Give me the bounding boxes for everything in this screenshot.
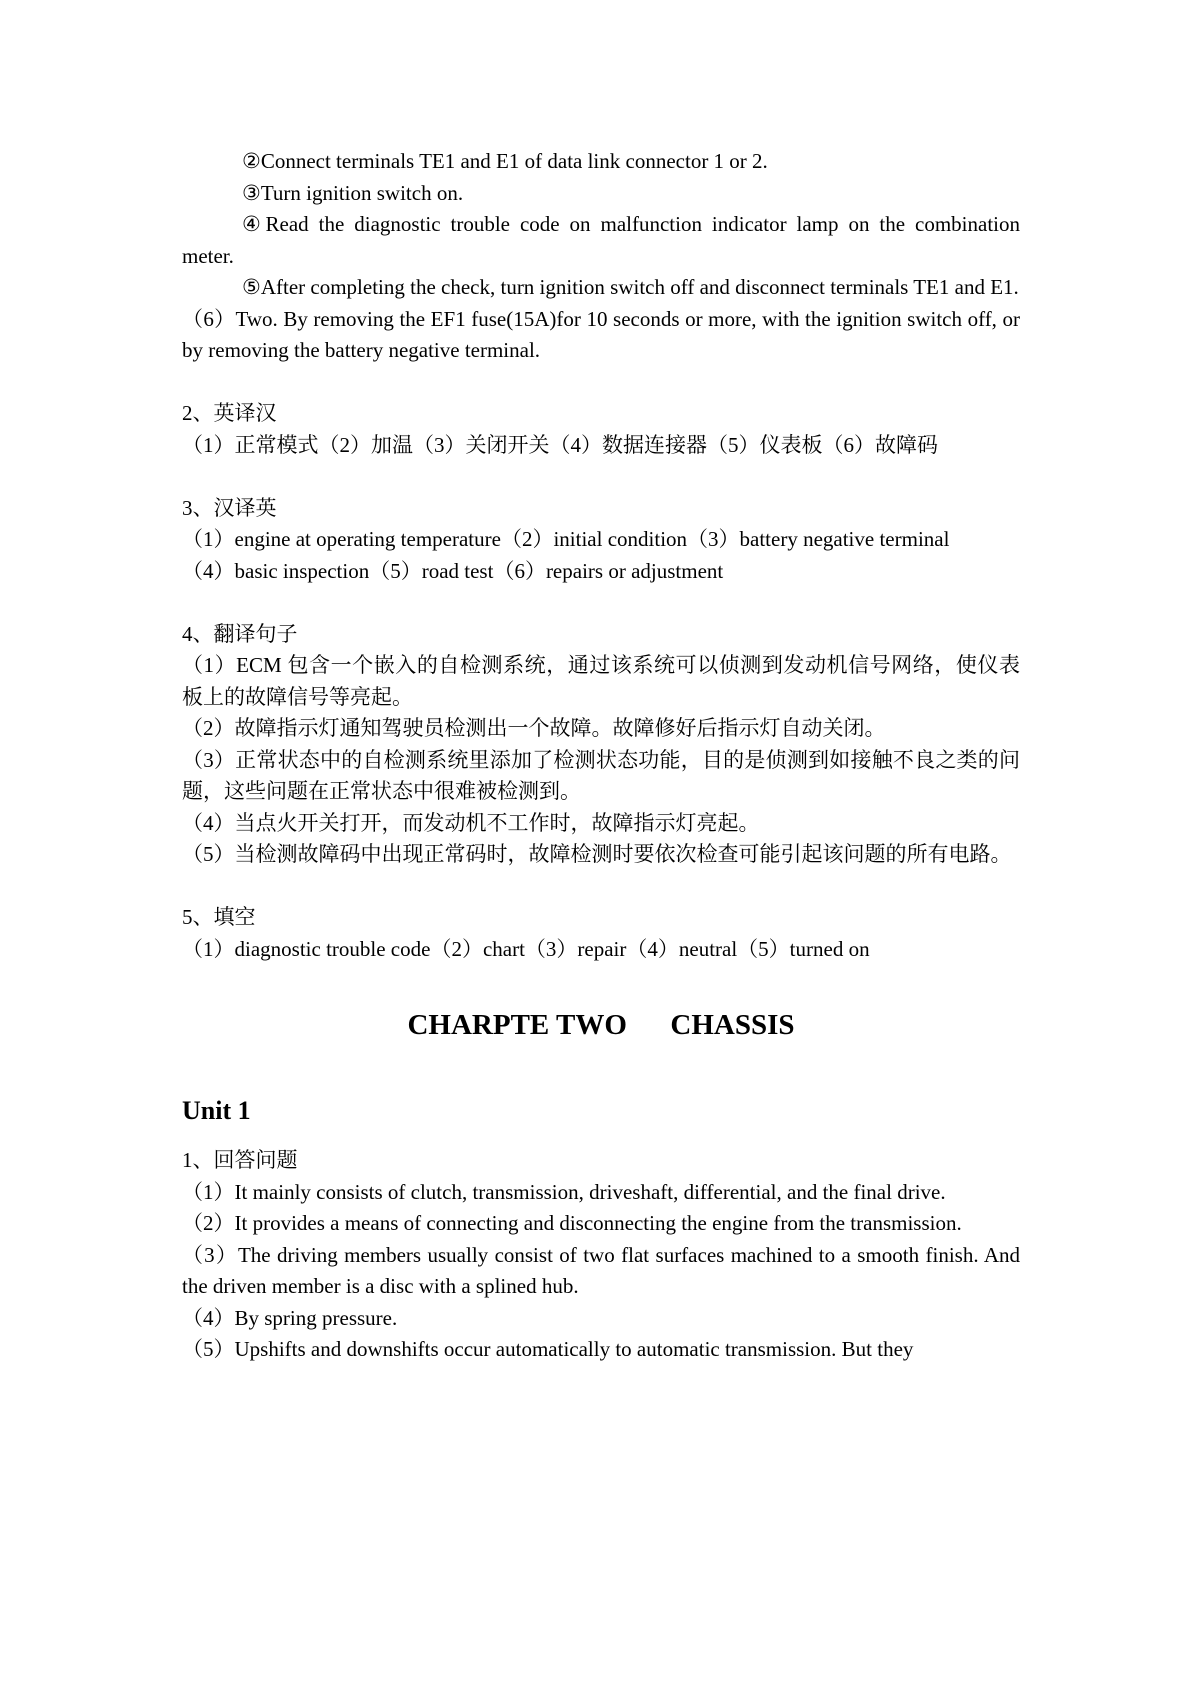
section-3-line-1: （1）engine at operating temperature（2）initial condition（3）battery negative terminal bbox=[182, 527, 950, 551]
section-2-heading: 2、英译汉 bbox=[182, 401, 277, 425]
section-4-item-4: （4）当点火开关打开，而发动机不工作时，故障指示灯亮起。 bbox=[182, 810, 760, 835]
document-page bbox=[182, 146, 1020, 1366]
step-2-text: ②Connect terminals TE1 and E1 of data link connector 1 or 2. bbox=[242, 149, 768, 173]
section-2-body: （1）正常模式（2）加温（3）关闭开关（4）数据连接器（5）仪表板（6）故障码 bbox=[182, 432, 938, 457]
spacer bbox=[182, 871, 1020, 903]
section-3-line-2: （4）basic inspection（5）road test（6）repairs or adjustment bbox=[182, 558, 724, 583]
step-5-text: ⑤After completing the check, turn ignition switch off and disconnect terminals TE1 and E1. bbox=[242, 275, 1019, 299]
section-3-heading: 3、汉译英 bbox=[182, 495, 277, 520]
item-6-text: （6）Two. By removing the EF1 fuse(15A)for 10 seconds or more, with the ignition switch off, or by removing the battery negative terminal. bbox=[182, 306, 1020, 362]
section-5-body: （1）diagnostic trouble code（2）chart（3）repair（4）neutral（5）turned on bbox=[182, 936, 870, 961]
section-4-item-5: （5）当检测故障码中出现正常码时，故障检测时要依次检查可能引起该问题的所有电路。 bbox=[182, 842, 1012, 866]
step-3-text: ③Turn ignition switch on. bbox=[242, 180, 464, 205]
chapter-title: CHARPTE TWO CHASSIS bbox=[407, 1009, 795, 1041]
section-4-item-1: （1）ECM 包含一个嵌入的自检测系统，通过该系统可以侦测到发动机信号网络，使仪表板上的故障信号等亮起。 bbox=[182, 653, 1020, 709]
answer-4: （4）By spring pressure. bbox=[182, 1305, 398, 1330]
section-4-item-2: （2）故障指示灯通知驾驶员检测出一个故障。故障修好后指示灯自动关闭。 bbox=[182, 716, 886, 740]
step-4-text: ④Read the diagnostic trouble code on malfunction indicator lamp on the combination meter. bbox=[182, 212, 1020, 268]
answer-3: （3）The driving members usually consist of two flat surfaces machined to a smooth finish. And the driven member is a disc with a splined hub. bbox=[182, 1242, 1020, 1298]
answer-5: （5）Upshifts and downshifts occur automatically to automatic transmission. But they bbox=[182, 1337, 914, 1361]
spacer bbox=[182, 461, 1020, 493]
section-5-heading: 5、填空 bbox=[182, 905, 256, 929]
answer-2: （2）It provides a means of connecting and disconnecting the engine from the transmission. bbox=[182, 1211, 962, 1235]
spacer bbox=[182, 587, 1020, 619]
answer-1: （1）It mainly consists of clutch, transmission, driveshaft, differential, and the final drive. bbox=[182, 1179, 946, 1204]
spacer bbox=[182, 367, 1020, 399]
section-4-item-3: （3）正常状态中的自检测系统里添加了检测状态功能，目的是侦测到如接触不良之类的问题，这些问题在正常状态中很难被检测到。 bbox=[182, 747, 1020, 803]
unit-section-1-heading: 1、回答问题 bbox=[182, 1148, 298, 1172]
section-4-heading: 4、翻译句子 bbox=[182, 621, 298, 646]
unit-title: Unit 1 bbox=[182, 1096, 251, 1125]
